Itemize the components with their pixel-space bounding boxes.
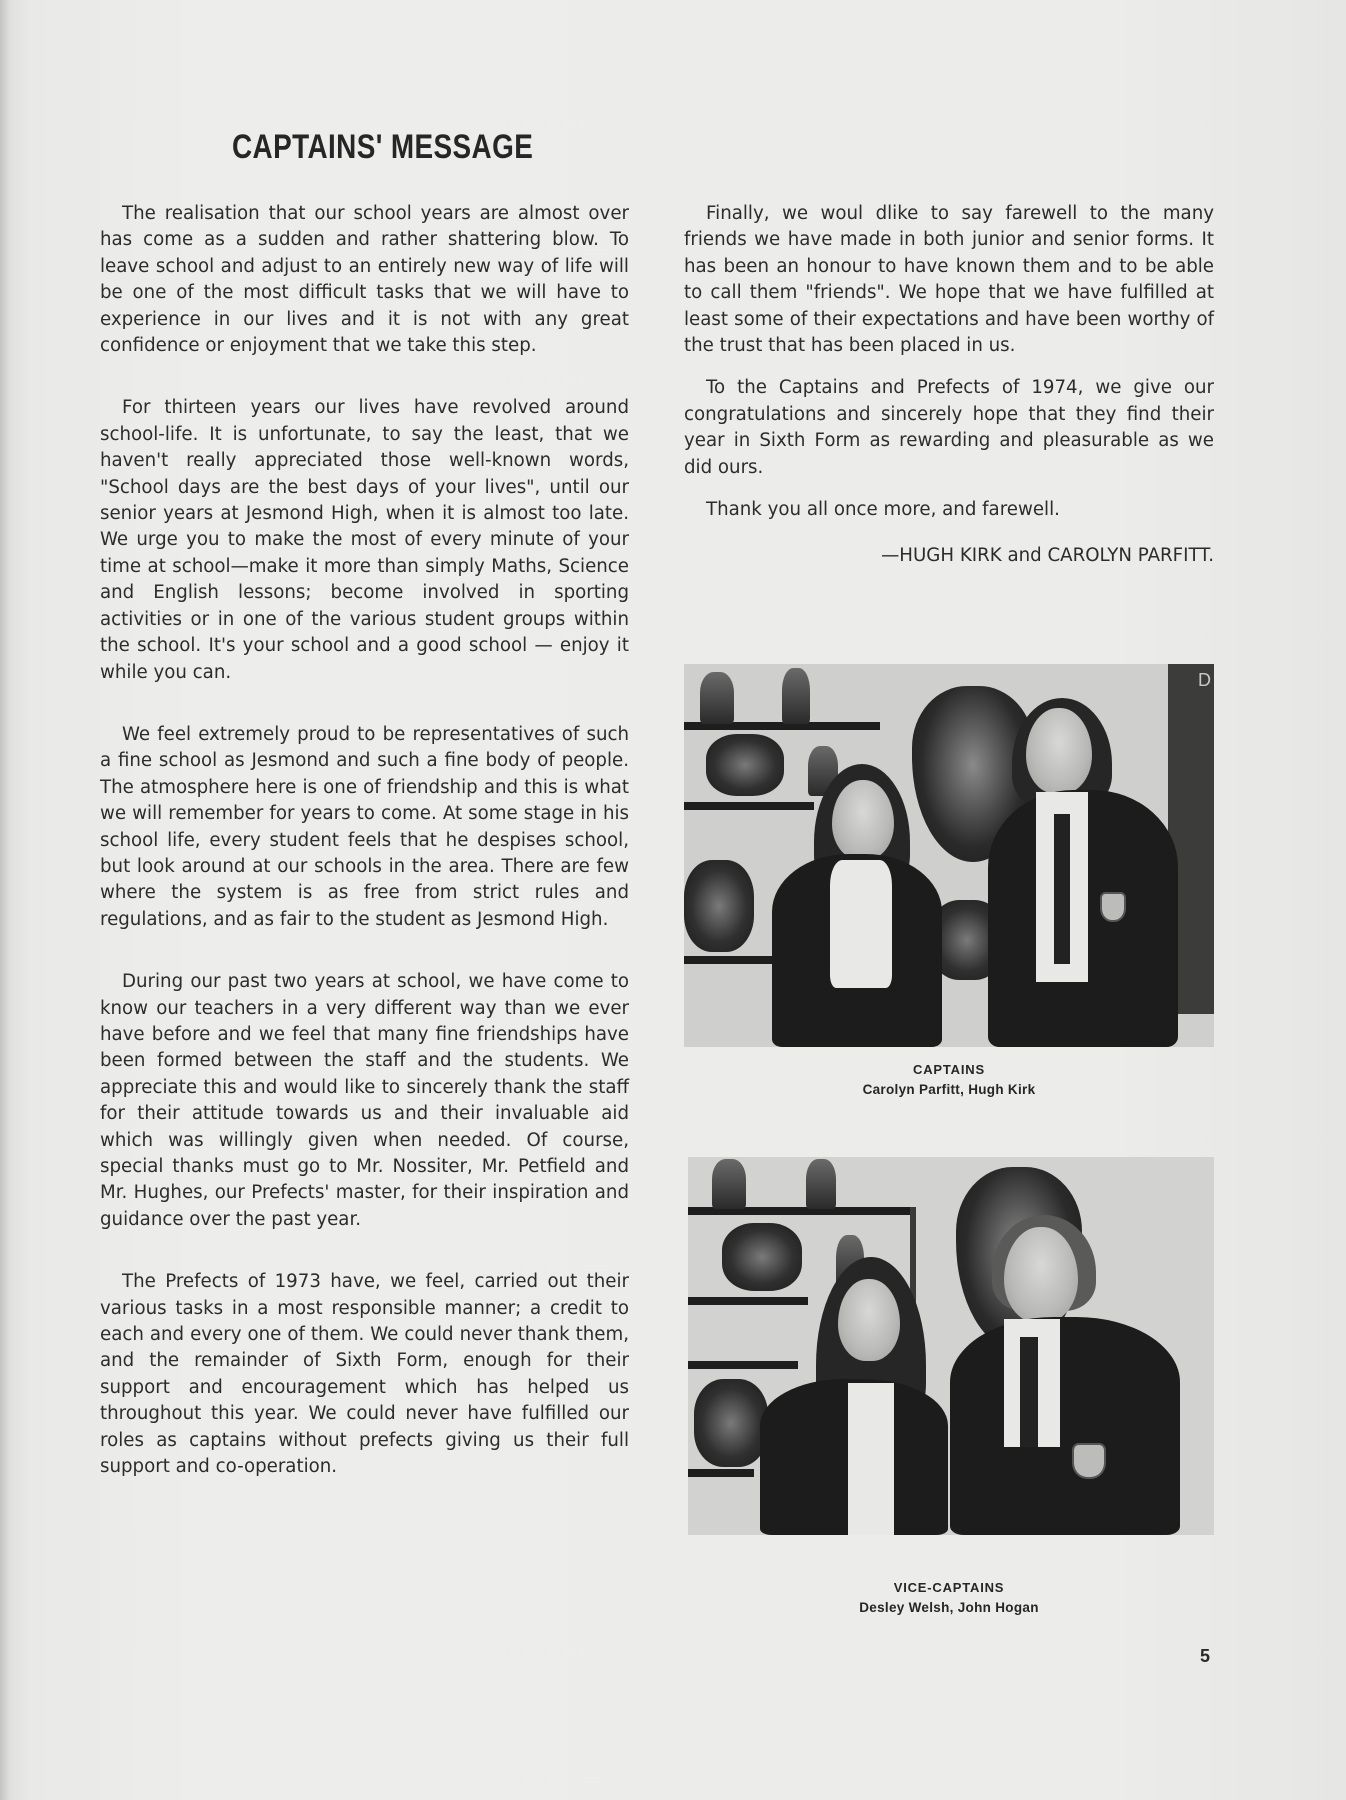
- person-face: [832, 780, 894, 860]
- school-badge: [1100, 892, 1126, 922]
- paragraph: During our past two years at school, we have come to know our teachers in a very different way than we ever have before and we feel that many fine friendships have been formed between the staff and the students. We appreciate this and would like to sincerely thank the staff for their attitude towards us and their invaluable aid which was willingly given when needed. Of course, special thanks must go to Mr. Nossiter, Mr. Petfield and Mr. Hughes, our Prefects' master, for their inspiration and guidance over the past year.: [100, 971, 629, 1230]
- trophy: [700, 672, 734, 724]
- trophy-shelf: [684, 802, 814, 810]
- paragraph: Thank you all once more, and farewell.: [706, 499, 1060, 521]
- caption-names: Carolyn Parfitt, Hugh Kirk: [862, 1082, 1036, 1097]
- trophy-shelf: [688, 1361, 798, 1369]
- paragraph: We feel extremely proud to be representatives of such a fine school as Jesmond and such a fine body of people. The atmosphere here is one of friendship and this is what we will remember for years to come. At some stage in his school life, every student feels that he despises school, but look around at our schools in the area. There are few where the system is as free from strict rules and regulations, and as fair to the student as Jesmond High.: [100, 723, 629, 930]
- school-badge: [1072, 1443, 1106, 1479]
- paragraph: Finally, we woul dlike to say farewell to the many friends we have made in both junior and senior forms. It has been an honour to have known them and to be able to call them "friends". We hope that we have fulfilled at least some of their expectations and have been worthy of the trust that has been placed in us.: [684, 203, 1214, 357]
- page-title: CAPTAINS' MESSAGE: [232, 128, 534, 166]
- paragraph: To the Captains and Prefects of 1974, we give our congratulations and sincerely hope that they find their year in Sixth Form as rewarding and pleasurable as we did ours.: [684, 377, 1214, 478]
- page-edge-shadow: [0, 0, 10, 1800]
- plaque: [722, 1223, 802, 1291]
- trophy: [806, 1159, 836, 1209]
- trophy: [712, 1159, 746, 1209]
- paragraph: The Prefects of 1973 have, we feel, carried out their various tasks in a most responsible manner; a credit to each and every one of them. We could never thank them, and the remainder of Sixth Form, enough for their support and encouragement which has helped us throughout this year. We could never have fulfilled our roles as captains without prefects giving us their full support and co-operation.: [100, 1271, 629, 1478]
- caption-names: Desley Welsh, John Hogan: [859, 1600, 1039, 1615]
- vice-captains-caption: [784, 1578, 1114, 1618]
- caption-title: VICE-CAPTAINS: [893, 1580, 1005, 1595]
- left-column: [100, 201, 629, 1480]
- trophy: [782, 668, 810, 724]
- caption-title: CAPTAINS: [913, 1062, 985, 1077]
- captains-photo: [684, 664, 1214, 1047]
- person-blazer: [950, 1317, 1180, 1535]
- paragraph: The realisation that our school years are almost over has come as a sudden and rather shattering blow. To leave school and adjust to an entirely new way of life will be one of the most difficult tasks that we will have to experience in our lives and it is not with any great confidence or enjoyment that we take this step.: [100, 203, 629, 357]
- plaque: [706, 734, 784, 796]
- vice-captains-photo: [688, 1157, 1214, 1535]
- person-shirt: [848, 1383, 894, 1535]
- page-number: 5: [1200, 1646, 1211, 1666]
- signature: —HUGH KIRK and CAROLYN PARFITT.: [881, 545, 1214, 567]
- trophy-shelf: [688, 1469, 754, 1477]
- person-face: [1026, 708, 1092, 794]
- door-letter: D: [1198, 670, 1211, 690]
- captains-caption: [784, 1060, 1114, 1100]
- person-face: [838, 1279, 900, 1361]
- trophy-shelf: [684, 956, 774, 964]
- right-column: [684, 201, 1214, 570]
- paragraph: For thirteen years our lives have revolved around school-life. It is unfortunate, to say the least, that we haven't really appreciated those well-known words, "School days are the best days of your lives", until our senior years at Jesmond High, when it is almost too late. We urge you to make the most of every minute of your time at school—make it more than simply Maths, Science and English lessons; become involved in sporting activities or in one of the various student groups within the school. It's your school and a good school — enjoy it while you can.: [100, 397, 629, 683]
- person-tie: [1054, 814, 1070, 964]
- person-shirt: [830, 860, 892, 988]
- person-tie: [1020, 1337, 1038, 1447]
- trophy-shelf: [688, 1297, 808, 1305]
- plaque: [694, 1379, 768, 1467]
- plaque: [684, 860, 754, 952]
- person-face: [1004, 1227, 1078, 1323]
